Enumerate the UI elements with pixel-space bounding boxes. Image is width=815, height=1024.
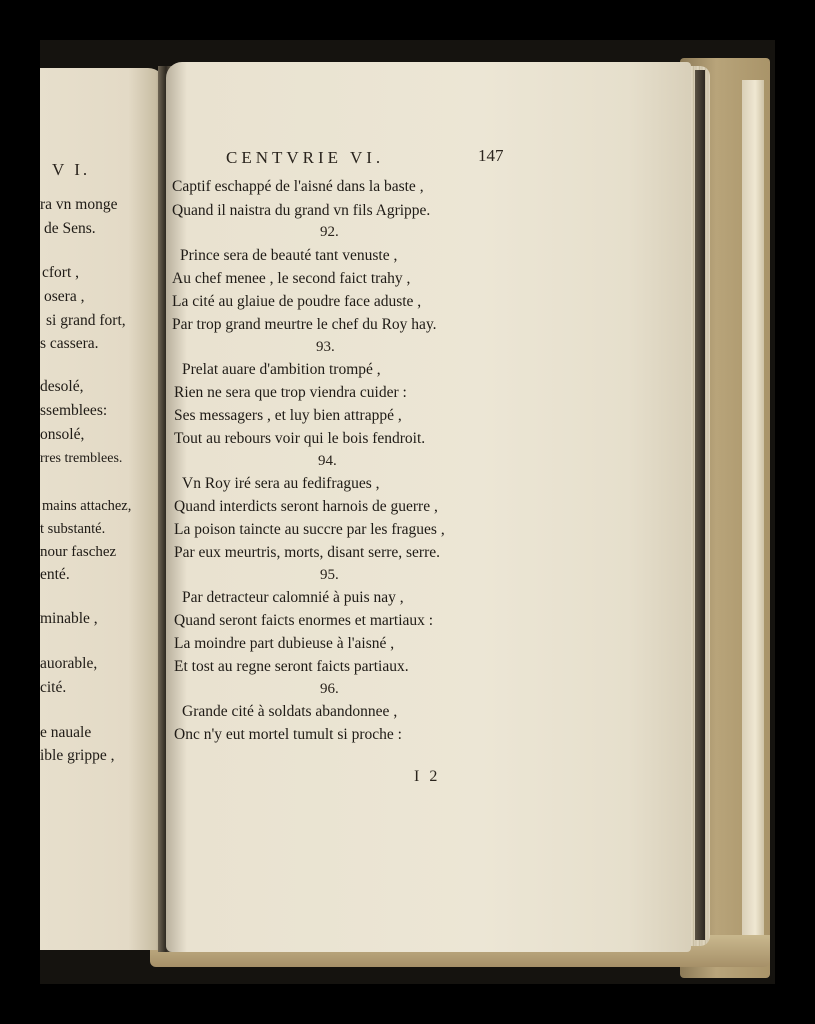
verse-line: La cité au glaiue de poudre face aduste , bbox=[172, 293, 422, 310]
book-photo-frame bbox=[40, 40, 775, 984]
verse-line: Ses messagers , et luy bien attrappé , bbox=[174, 407, 402, 424]
quatrain-number: 93. bbox=[316, 339, 335, 355]
quatrain-number: 96. bbox=[320, 681, 339, 697]
verse-line: Par eux meurtris, morts, disant serre, serre. bbox=[174, 544, 441, 561]
quatrain-number: 92. bbox=[320, 224, 339, 240]
page-edge-shadow bbox=[695, 70, 705, 940]
left-line: cité. bbox=[40, 679, 67, 696]
left-line: nour faschez bbox=[40, 544, 117, 560]
verse-line: Onc n'y eut mortel tumult si proche : bbox=[174, 726, 402, 743]
left-page bbox=[40, 68, 166, 950]
verse-line: Prelat auare d'ambition trompé , bbox=[182, 361, 381, 378]
verse-line: Au chef menee , le second faict trahy , bbox=[172, 270, 411, 287]
verse-line: Prince sera de beauté tant venuste , bbox=[180, 247, 398, 264]
quatrain-number: 95. bbox=[320, 567, 339, 583]
left-line: e nauale bbox=[40, 724, 92, 741]
left-line: enté. bbox=[40, 566, 70, 583]
left-line: mains attachez, bbox=[42, 498, 132, 514]
left-line: rres tremblees. bbox=[40, 451, 123, 466]
left-running-head: V I. bbox=[52, 160, 91, 179]
left-line: auorable, bbox=[40, 655, 98, 672]
left-line: ssemblees: bbox=[40, 402, 108, 419]
page-number: 147 bbox=[478, 146, 504, 165]
left-line: cfort , bbox=[42, 264, 80, 281]
left-line: si grand fort, bbox=[46, 312, 126, 329]
left-line: ra vn monge bbox=[40, 196, 118, 213]
left-line: de Sens. bbox=[44, 220, 96, 237]
verse-line: Par detracteur calomnié à puis nay , bbox=[182, 589, 404, 606]
left-line: desolé, bbox=[40, 378, 84, 395]
left-line: s cassera. bbox=[40, 335, 99, 352]
verse-line: Vn Roy iré sera au fedifragues , bbox=[182, 475, 380, 492]
left-line: onsolé, bbox=[40, 426, 85, 443]
verse-line: La moindre part dubieuse à l'aisné , bbox=[174, 635, 395, 652]
right-page bbox=[166, 62, 691, 952]
verse-line: Et tost au regne seront faicts partiaux. bbox=[174, 658, 409, 675]
verse-line: Grande cité à soldats abandonnee , bbox=[182, 703, 398, 720]
left-line: ible grippe , bbox=[40, 747, 115, 764]
quatrain-number: 94. bbox=[318, 453, 337, 469]
verse-line: Quand seront faicts enormes et martiaux : bbox=[174, 612, 434, 629]
verse-line: La poison taincte au succre par les fragues , bbox=[174, 521, 445, 538]
verse-line: Quand il naistra du grand vn fils Agrippe. bbox=[172, 202, 431, 219]
running-head: CENTVRIE VI. bbox=[226, 148, 385, 167]
verse-line: Rien ne sera que trop viendra cuider : bbox=[174, 384, 407, 401]
left-line: osera , bbox=[44, 288, 85, 305]
verse-line: Par trop grand meurtre le chef du Roy hay. bbox=[172, 316, 437, 333]
left-line: t substanté. bbox=[40, 521, 106, 537]
left-line: minable , bbox=[40, 610, 98, 627]
verse-line: Tout au rebours voir qui le bois fendroit. bbox=[174, 430, 426, 447]
verse-line: Quand interdicts seront harnois de guerre , bbox=[174, 498, 438, 515]
cover-edge bbox=[742, 80, 764, 960]
verse-line: Captif eschappé de l'aisné dans la baste , bbox=[172, 178, 424, 195]
signature-mark: I 2 bbox=[414, 768, 441, 785]
